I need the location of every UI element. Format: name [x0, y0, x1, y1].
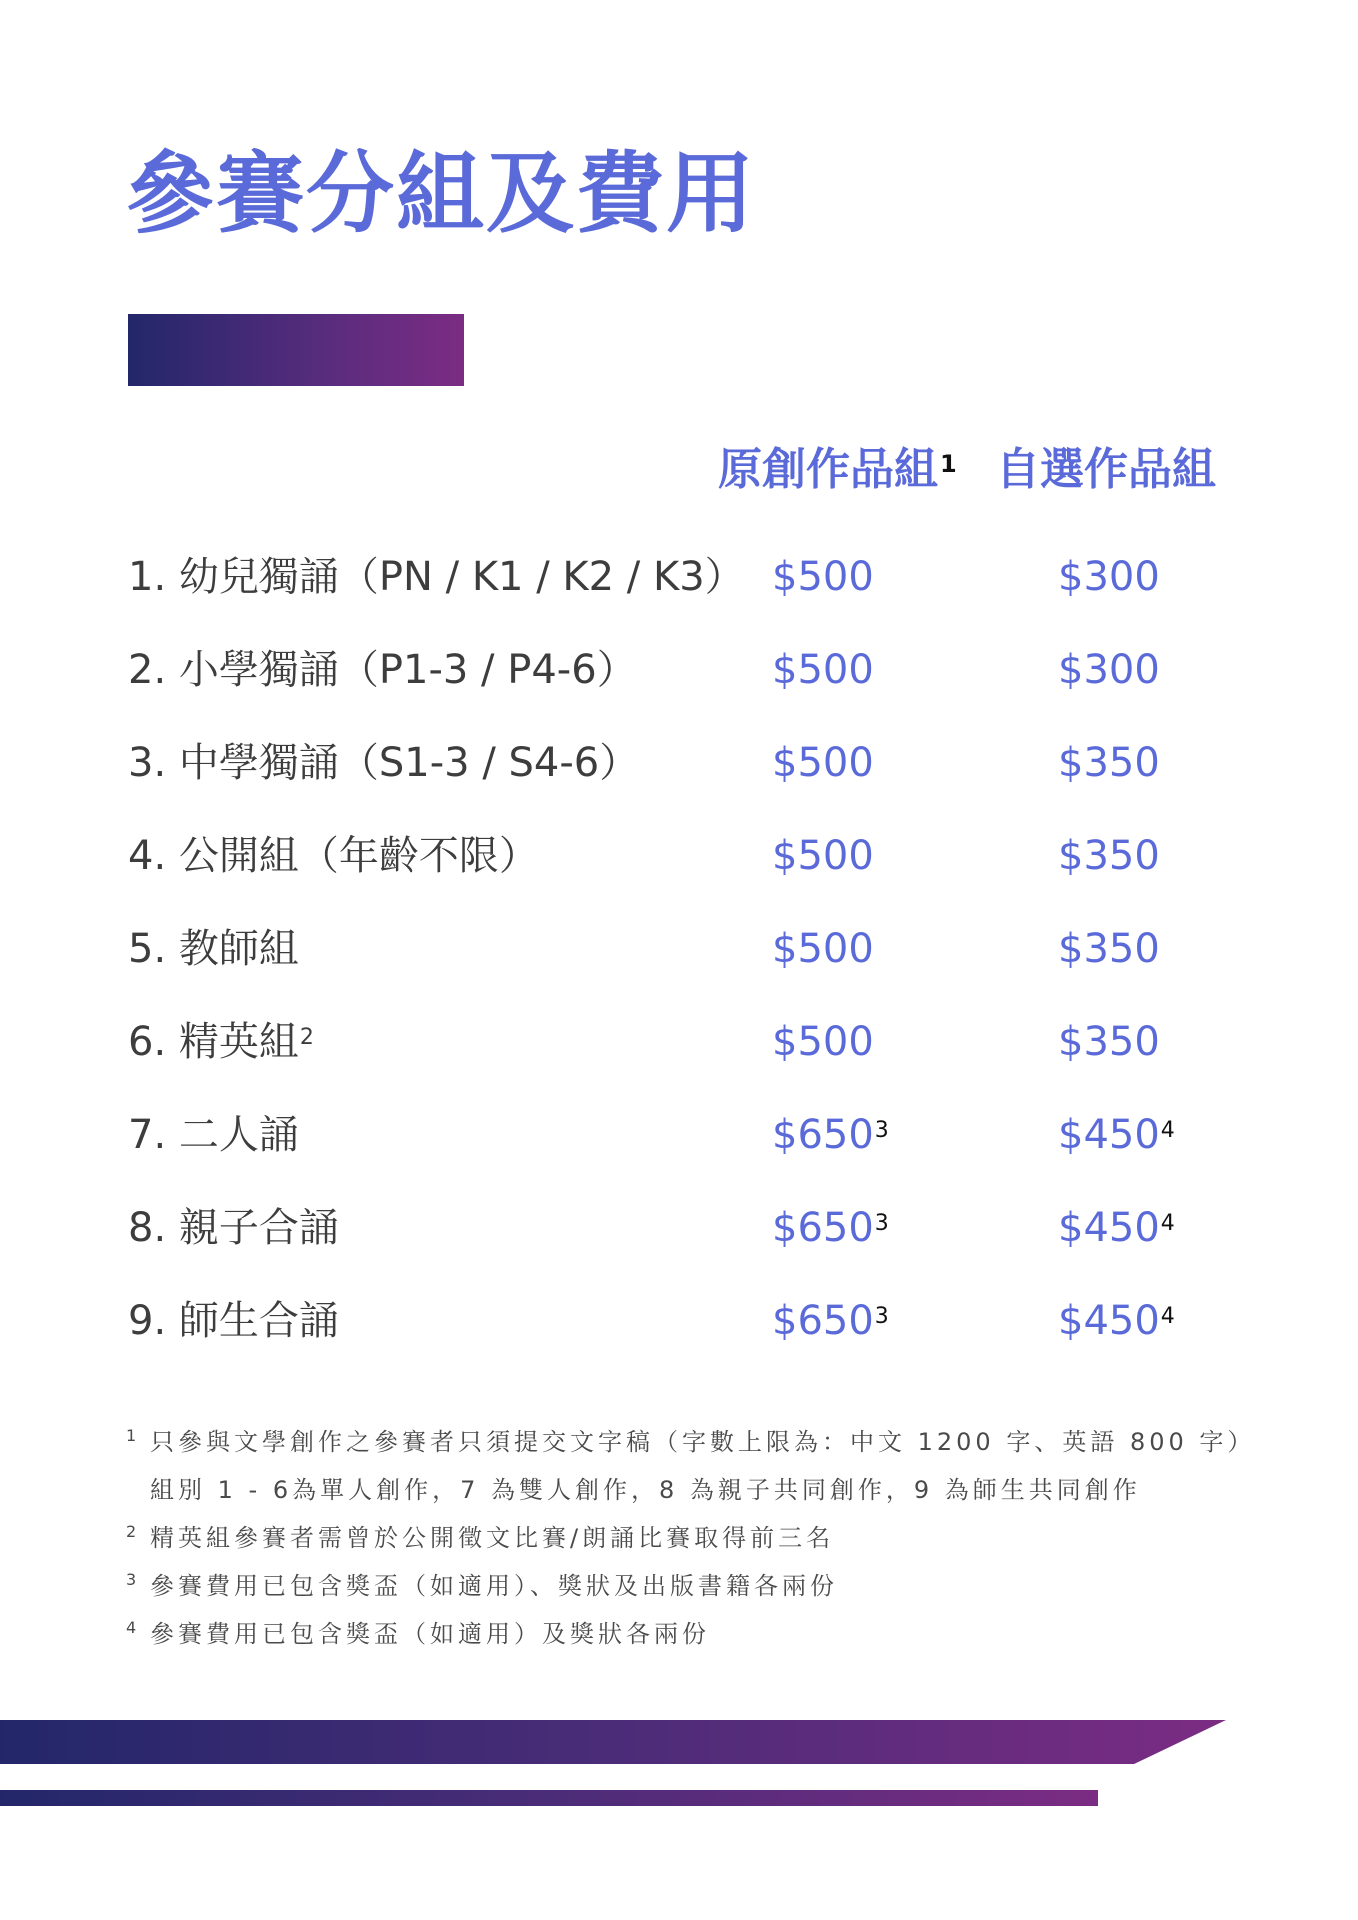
fee-table	[0, 538, 1358, 1375]
original-fee: $500	[772, 926, 874, 972]
selected-fee-footnote-marker: 4	[1160, 1211, 1175, 1236]
title-accent-bar	[128, 314, 464, 386]
table-row	[0, 538, 1358, 631]
table-row	[0, 1282, 1358, 1375]
original-fee: $500	[772, 833, 874, 879]
original-fee-footnote-marker: 3	[874, 1211, 889, 1236]
selected-fee-wrapper	[1058, 1110, 1175, 1160]
original-fee: $500	[772, 554, 874, 600]
column-header-original-footnote-marker: 1	[940, 450, 957, 478]
table-row	[0, 1189, 1358, 1282]
decorative-bar-top	[0, 1720, 1226, 1764]
selected-fee-wrapper	[1058, 1296, 1175, 1346]
footnote	[126, 1418, 1256, 1466]
footnote	[126, 1514, 1246, 1562]
original-fee: $500	[772, 1019, 874, 1065]
selected-fee: $450	[1058, 1205, 1160, 1251]
original-fee-wrapper	[772, 1110, 889, 1160]
selected-fee: $350	[1058, 833, 1160, 879]
footnote-number: 4	[126, 1618, 137, 1637]
original-fee-footnote-marker: 3	[874, 1118, 889, 1143]
selected-fee: $450	[1058, 1298, 1160, 1344]
selected-fee-wrapper	[1058, 1203, 1175, 1253]
table-row	[0, 724, 1358, 817]
selected-fee-footnote-marker: 4	[1160, 1304, 1175, 1329]
original-fee-wrapper	[772, 1296, 889, 1346]
original-fee-footnote-marker: 3	[874, 1304, 889, 1329]
row-label: 8. 親子合誦	[128, 1205, 339, 1251]
selected-fee: $450	[1058, 1112, 1160, 1158]
row-label: 4. 公開組（年齡不限）	[128, 833, 539, 879]
selected-fee: $350	[1058, 740, 1160, 786]
selected-fee-footnote-marker: 4	[1160, 1118, 1175, 1143]
selected-fee: $300	[1058, 554, 1160, 600]
footnote-number: 2	[126, 1522, 137, 1541]
row-label-wrapper	[128, 1017, 314, 1067]
original-fee: $650	[772, 1205, 874, 1251]
footnote-text: 精英組參賽者需曾於公開徵文比賽/朗誦比賽取得前三名	[150, 1524, 835, 1552]
page-title: 參賽分組及費用	[126, 142, 757, 245]
footnote-number: 1	[126, 1426, 137, 1445]
original-fee: $650	[772, 1112, 874, 1158]
selected-fee: $350	[1058, 926, 1160, 972]
table-row	[0, 631, 1358, 724]
column-header-selected: 自選作品組	[996, 444, 1216, 495]
row-label: 7. 二人誦	[128, 1112, 299, 1158]
selected-fee: $300	[1058, 647, 1160, 693]
column-header-original	[718, 444, 957, 496]
row-label: 9. 師生合誦	[128, 1298, 339, 1344]
footnote-continuation: 組別 1 - 6為單人創作，7 為雙人創作，8 為親子共同創作，9 為師生共同創作	[150, 1476, 1141, 1504]
row-label: 5. 教師組	[128, 926, 299, 972]
footnote	[126, 1562, 1246, 1610]
selected-fee: $350	[1058, 1019, 1160, 1065]
footnotes	[126, 1418, 1256, 1658]
footnote-text: 只參與文學創作之參賽者只須提交文字稿（字數上限為：中文 1200 字、英語 800 字）	[150, 1428, 1256, 1456]
original-fee: $500	[772, 740, 874, 786]
footnote-text: 參賽費用已包含獎盃（如適用）、獎狀及出版書籍各兩份	[150, 1572, 838, 1600]
row-label: 6. 精英組	[128, 1019, 299, 1065]
original-fee: $650	[772, 1298, 874, 1344]
row-label: 3. 中學獨誦（S1-3 / S4-6）	[128, 740, 640, 786]
table-row	[0, 910, 1358, 1003]
decorative-bar-bottom	[0, 1790, 1098, 1806]
footnote-number: 3	[126, 1570, 137, 1589]
row-label: 1. 幼兒獨誦（PN / K1 / K2 / K3）	[128, 554, 745, 600]
original-fee: $500	[772, 647, 874, 693]
original-fee-wrapper	[772, 1203, 889, 1253]
column-header-original-label: 原創作品組	[718, 444, 938, 495]
row-label: 2. 小學獨誦（P1-3 / P4-6）	[128, 647, 637, 693]
table-row	[0, 1096, 1358, 1189]
table-row	[0, 1003, 1358, 1096]
row-label-footnote-marker: 2	[299, 1025, 314, 1050]
footnote	[126, 1610, 1246, 1658]
table-row	[0, 817, 1358, 910]
footnote-text: 參賽費用已包含獎盃（如適用）及獎狀各兩份	[150, 1620, 710, 1648]
